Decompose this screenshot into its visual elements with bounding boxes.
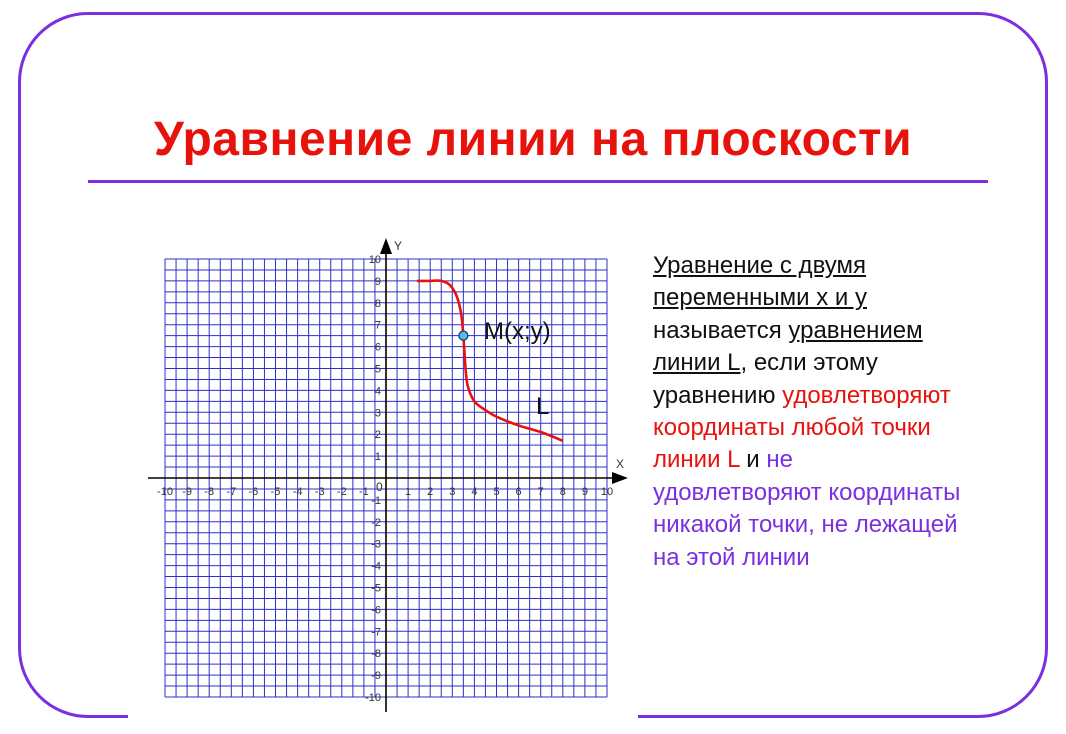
definition-line-10 [653,542,1033,574]
definition-line-9 [653,509,1033,541]
definition-line-1 [653,250,1033,282]
definition-fragment: линии L [653,349,741,377]
definition-line-7 [653,444,1033,476]
definition-line-8 [653,477,1033,509]
definition-line-5 [653,380,1033,412]
x-tick-label: -9 [182,486,192,498]
definition-fragment: координаты любой точки [653,414,931,442]
definition-fragment: никакой точки, не лежащей [653,511,958,539]
x-tick-label: 5 [493,486,500,498]
x-axis-label: X [616,457,625,471]
x-tick-label: -10 [157,486,173,498]
x-tick-label: 2 [427,486,434,498]
definition-fragment: удовлетворяют [782,381,951,409]
definition-fragment: на этой линии [653,543,810,571]
y-tick-label: 9 [374,275,381,288]
y-tick-label: -7 [371,626,381,639]
point-m [459,331,468,340]
y-tick-label: -9 [371,670,381,683]
definition-fragment: уравнению [653,381,783,409]
y-tick-label: -4 [371,560,381,573]
x-tick-label: 10 [600,486,614,498]
definition-text [653,250,1033,574]
y-tick-label: 8 [374,297,381,310]
definition-line-2 [653,282,1033,314]
y-tick-label: 2 [374,429,381,442]
x-tick-label: -7 [226,486,237,498]
y-tick-label: 6 [374,341,381,354]
y-tick-label: 4 [374,385,381,398]
x-axis-arrow [612,472,628,484]
definition-line-4 [653,347,1033,379]
x-tick-label: 3 [449,486,456,498]
x-tick-label: -3 [314,486,325,498]
x-tick-label: 8 [559,486,566,498]
definition-fragment: удовлетворяют координаты [653,478,961,506]
x-tick-label: -1 [359,486,369,498]
x-tick-label: 9 [581,486,588,498]
definition-fragment: Уравнение с двумя [653,252,867,279]
y-tick-label: 5 [374,363,381,376]
definition-fragment: линии L [653,446,740,474]
y-tick-label: -2 [371,516,381,529]
definition-line-6 [653,412,1033,444]
definition-fragment: уравнением [788,316,923,344]
x-tick-label: -4 [292,486,303,498]
definition-line-3 [653,315,1033,347]
y-tick-label: -3 [371,538,381,551]
x-tick-label: -2 [336,486,347,498]
y-tick-label: -6 [371,604,381,617]
y-tick-label: 7 [374,319,381,332]
y-tick-label: -8 [371,648,381,661]
y-axis-label: Y [394,239,403,253]
x-tick-label: -6 [248,486,259,498]
x-tick-label: 7 [537,486,544,498]
y-tick-label: 10 [368,254,381,266]
y-tick-label: -1 [371,494,381,507]
definition-fragment: не [766,446,793,474]
y-tick-label: -10 [365,692,381,704]
x-tick-label: -5 [270,486,281,498]
y-tick-label: -5 [371,582,381,595]
y-tick-label: 3 [374,407,381,420]
slide-title: Уравнение линии на плоскости [153,113,913,166]
definition-fragment: переменными x и y [653,284,867,312]
origin-label: 0 [376,480,383,494]
x-tick-label: 6 [515,486,522,498]
definition-fragment: и [739,446,767,474]
definition-fragment: , если этому [740,349,878,377]
x-tick-label: 1 [405,486,412,498]
point-m-label: M(x;y) [484,318,551,345]
x-tick-label: -8 [204,486,215,498]
curve-l-label: L [536,393,550,420]
y-tick-label: 1 [374,451,381,464]
x-tick-label: 4 [471,486,478,498]
y-axis-arrow [380,238,392,254]
definition-fragment: называется [653,316,789,344]
